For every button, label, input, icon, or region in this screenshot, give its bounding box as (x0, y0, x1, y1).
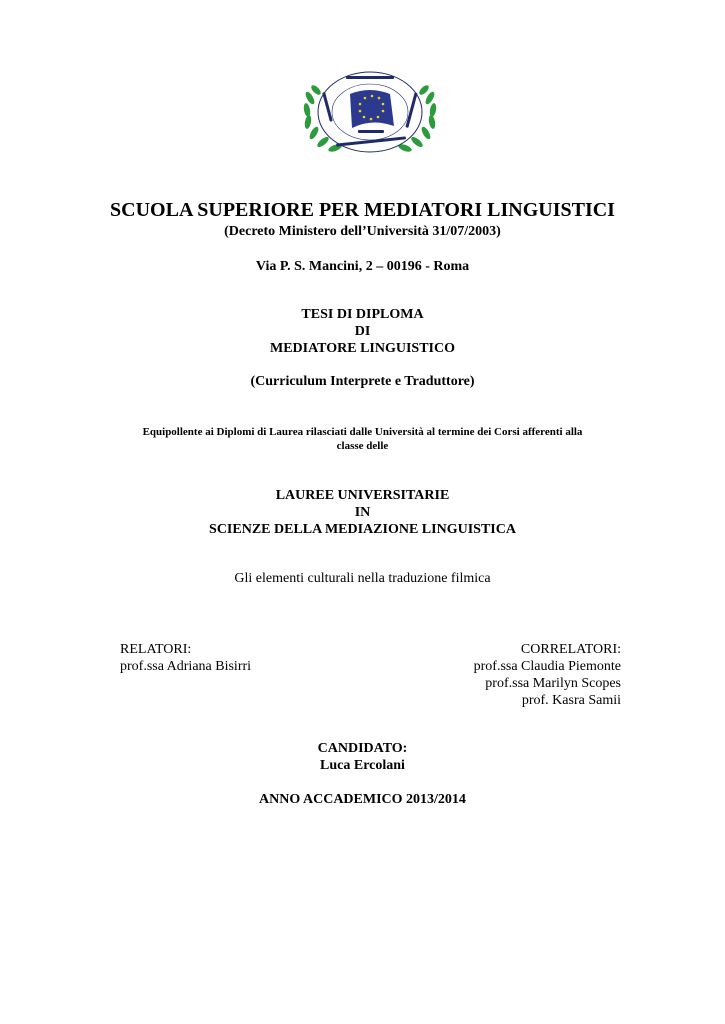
thesis-title: Gli elementi culturali nella traduzione filmica (234, 571, 491, 586)
candidate-name: Luca Ercolani (320, 758, 405, 773)
candidate-label: CANDIDATO: (317, 741, 408, 756)
thesis-type-line-3: MEDIATORE LINGUISTICO (269, 341, 456, 356)
correlatore-name: prof.ssa Marilyn Scopes (485, 676, 621, 691)
thesis-type-line-2: DI (354, 324, 371, 339)
degree-line-1: LAUREE UNIVERSITARIE (275, 488, 450, 503)
correlatore-name: prof.ssa Claudia Piemonte (473, 659, 621, 674)
decree-reference: (Decreto Ministero dell’Università 31/07/2003) (224, 224, 501, 239)
relatori-block (120, 641, 251, 675)
degree-line-2: IN (354, 505, 371, 520)
thesis-type-line-1: TESI DI DIPLOMA (301, 307, 424, 322)
curriculum: (Curriculum Interprete e Traduttore) (250, 374, 475, 389)
correlatori-block (474, 641, 621, 709)
school-address: Via P. S. Mancini, 2 – 00196 - Roma (255, 259, 470, 274)
equivalence-line-2: classe delle (336, 440, 389, 452)
school-logo (300, 68, 440, 158)
correlatori-label: CORRELATORI: (520, 642, 621, 657)
school-name: SCUOLA SUPERIORE PER MEDIATORI LINGUISTICI (110, 199, 615, 221)
relatore-name: prof.ssa Adriana Bisirri (120, 659, 252, 674)
school-logo-graphic (300, 68, 440, 158)
equivalence-line-1: Equipollente ai Diplomi di Laurea rilasciati dalle Università al termine dei Corsi afferenti alla (142, 426, 583, 438)
degree-line-3: SCIENZE DELLA MEDIAZIONE LINGUISTICA (209, 522, 516, 537)
correlatore-name: prof. Kasra Samii (521, 693, 621, 708)
relatori-label: RELATORI: (120, 642, 192, 657)
academic-year: ANNO ACCADEMICO 2013/2014 (259, 792, 466, 807)
